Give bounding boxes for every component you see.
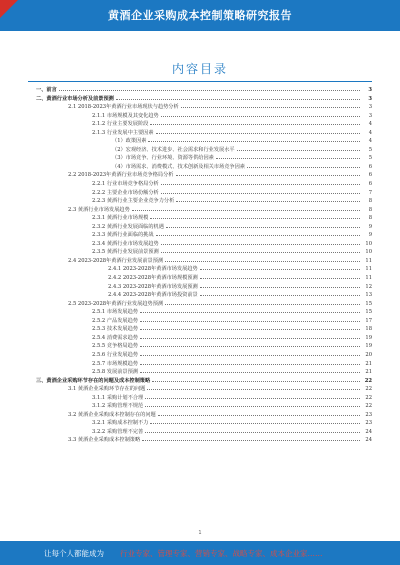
- toc-entry[interactable]: [28, 94, 372, 103]
- toc-divider: [28, 81, 372, 82]
- toc-leader-dots: [152, 376, 360, 382]
- toc-entry-page: 9: [368, 232, 372, 239]
- toc-entry[interactable]: [28, 239, 372, 248]
- toc-leader-dots: [145, 427, 360, 433]
- toc-entry[interactable]: [28, 359, 372, 368]
- toc-entry-page: 12: [365, 283, 372, 290]
- toc-entry-label: 2.1.3 行业发展中主要因素: [92, 129, 154, 136]
- toc-leader-dots: [140, 307, 360, 313]
- toc-leader-dots: [200, 282, 360, 288]
- toc-entry-label: 3.2.2 采购管理不完善: [92, 428, 144, 435]
- toc-entry-label: 2.5.8 发展前景预测: [92, 369, 138, 376]
- toc-entry-page: 21: [365, 360, 372, 367]
- toc-leader-dots: [140, 316, 360, 322]
- toc-entry[interactable]: [28, 179, 372, 188]
- toc-entry-label: 2.1.2 行业主要发展阶段: [92, 121, 149, 128]
- toc-entry-page: 21: [365, 369, 372, 376]
- toc-entry-page: 5: [368, 146, 372, 153]
- toc-leader-dots: [150, 213, 360, 219]
- toc-leader-dots: [176, 196, 360, 202]
- toc-entry[interactable]: [28, 153, 372, 162]
- toc-leader-dots: [116, 94, 360, 100]
- toc-entry[interactable]: [28, 85, 372, 94]
- toc-entry-page: 3: [368, 104, 372, 111]
- toc-entry-label: 2.5.3 技术发展趋势: [92, 326, 138, 333]
- toc-leader-dots: [142, 435, 360, 441]
- toc-entry-label: 2.5.2 产品发展趋势: [92, 317, 138, 324]
- toc-entry-label: 2.5.7 市场规模趋势: [92, 360, 138, 367]
- toc-entry[interactable]: [28, 145, 372, 154]
- toc-leader-dots: [181, 102, 360, 108]
- toc-entry[interactable]: [28, 247, 372, 256]
- toc-leader-dots: [165, 256, 360, 262]
- toc-entry-page: 20: [365, 351, 372, 358]
- toc-leader-dots: [156, 128, 360, 134]
- toc-leader-dots: [165, 299, 360, 305]
- toc-entry-label: 3.3 黄酒企业采购成本控制策略: [68, 437, 141, 444]
- toc-entry-page: 23: [365, 420, 372, 427]
- toc-entry-label: 3.2.1 采购成本控制不力: [92, 420, 149, 427]
- toc-entry[interactable]: [28, 128, 372, 137]
- toc-entry-page: 10: [365, 240, 372, 247]
- toc-entry-page: 22: [365, 386, 372, 393]
- toc-entry-label: 二、黄酒行业市场分析及前景预测: [36, 95, 114, 102]
- toc-entry[interactable]: [28, 290, 372, 299]
- toc-entry-page: 7: [368, 189, 372, 196]
- toc-entry-page: 22: [365, 403, 372, 410]
- toc-entry[interactable]: [28, 393, 372, 402]
- toc-entry-page: 6: [368, 181, 372, 188]
- toc-entry[interactable]: [28, 401, 372, 410]
- toc-entry-page: 9: [368, 223, 372, 230]
- toc-entry-label: 2.2.2 主要企业市场份额分析: [92, 189, 159, 196]
- toc-entry[interactable]: [28, 136, 372, 145]
- toc-entry-label: 3.1.2 采购管理不规范: [92, 403, 144, 410]
- toc-entry-page: 8: [368, 198, 372, 205]
- toc-leader-dots: [200, 290, 360, 296]
- toc-entry-page: 11: [365, 266, 372, 273]
- toc-entry[interactable]: [28, 418, 372, 427]
- toc-entry-page: 6: [368, 163, 372, 170]
- toc-leader-dots: [161, 188, 360, 194]
- toc-entry-label: 2.3.5 黄酒行业发展前景预测: [92, 249, 159, 256]
- toc-leader-dots: [150, 418, 360, 424]
- toc-entry[interactable]: [28, 222, 372, 231]
- toc-entry-page: 22: [364, 377, 372, 384]
- toc-entry-label: 3.1 黄酒企业采购环节存在的问题: [68, 386, 146, 393]
- toc-entry-label: 2.2.3 黄酒行业主要企业竞争力分析: [92, 198, 175, 205]
- toc-entry-label: 2.3 黄酒行业市场发展趋势: [68, 206, 130, 213]
- toc-entry-label: 一、前言: [36, 87, 57, 93]
- toc-entry[interactable]: [28, 205, 372, 214]
- footer-slogan: 让每个人都能成为: [44, 549, 104, 558]
- toc-leader-dots: [176, 170, 361, 176]
- toc-entry-label: 2.3.3 黄酒行业面临的挑战: [92, 232, 154, 239]
- toc-entry[interactable]: [28, 196, 372, 205]
- toc-entry-page: 19: [365, 334, 372, 341]
- toc-entry[interactable]: [28, 341, 372, 350]
- table-of-contents: [28, 85, 372, 444]
- toc-entry-page: 19: [365, 343, 372, 350]
- toc-entry-label: 2.5 2023-2028年黄酒行业发展趋势预测: [68, 300, 164, 307]
- toc-entry-page: 6: [368, 172, 372, 179]
- toc-entry-label: （1）政策因素: [112, 138, 147, 145]
- toc-entry[interactable]: [28, 213, 372, 222]
- toc-leader-dots: [148, 136, 360, 142]
- toc-entry-label: （2）宏观经济、技术进步、社会需求和行业发展水平: [112, 146, 235, 153]
- toc-entry[interactable]: [28, 384, 372, 393]
- toc-leader-dots: [161, 239, 360, 245]
- toc-leader-dots: [140, 324, 360, 330]
- toc-leader-dots: [147, 384, 360, 390]
- toc-entry-label: 2.4 2023-2028年黄酒行业发展前景预测: [68, 257, 164, 264]
- toc-entry-label: 2.1.1 市场规模及其变化趋势: [92, 112, 159, 119]
- toc-entry-label: 2.4.4 2023-2028年黄酒市场投资前景: [108, 292, 198, 299]
- toc-entry-page: 22: [365, 394, 372, 401]
- toc-entry-label: 2.4.1 2023-2028年黄酒市场发展趋势: [108, 266, 198, 273]
- toc-leader-dots: [158, 410, 360, 416]
- toc-leader-dots: [161, 179, 360, 185]
- toc-entry[interactable]: [28, 119, 372, 128]
- footer-banner: [0, 541, 400, 565]
- toc-entry[interactable]: [28, 188, 372, 197]
- toc-entry-page: 15: [365, 309, 372, 316]
- toc-leader-dots: [247, 162, 360, 168]
- toc-entry[interactable]: [28, 256, 372, 265]
- toc-leader-dots: [140, 333, 360, 339]
- toc-entry-page: 11: [365, 275, 372, 282]
- toc-entry[interactable]: [28, 307, 372, 316]
- toc-leader-dots: [145, 393, 360, 399]
- toc-entry-page: 3: [368, 87, 372, 93]
- toc-entry-page: 23: [365, 411, 372, 418]
- toc-leader-dots: [216, 153, 360, 159]
- toc-heading: 内容目录: [171, 62, 228, 76]
- toc-entry-label: 2.5.1 市场发展趋势: [92, 309, 138, 316]
- toc-entry-page: 15: [365, 300, 372, 307]
- toc-entry-page: 13: [365, 292, 372, 299]
- toc-entry-page: 8: [368, 206, 372, 213]
- toc-entry-page: 4: [368, 129, 372, 136]
- toc-entry-page: 17: [365, 317, 372, 324]
- toc-leader-dots: [140, 341, 360, 347]
- toc-entry[interactable]: [28, 333, 372, 342]
- toc-entry-page: 24: [365, 437, 372, 444]
- toc-entry-label: （4）市场需求、消费模式、技术创新及相关市场竞争因素: [112, 163, 245, 170]
- toc-entry[interactable]: [28, 376, 372, 385]
- toc-entry[interactable]: [28, 299, 372, 308]
- toc-entry-page: 3: [368, 112, 372, 119]
- toc-leader-dots: [150, 119, 360, 125]
- toc-entry-label: 2.3.4 黄酒行业市场发展趋势: [92, 240, 159, 247]
- toc-leader-dots: [166, 222, 360, 228]
- toc-entry[interactable]: [28, 427, 372, 436]
- toc-entry-page: 8: [368, 215, 372, 222]
- toc-entry-page: 24: [365, 428, 372, 435]
- toc-leader-dots: [200, 264, 360, 270]
- toc-entry-label: 2.4.2 2023-2028年黄酒市场规模预测: [108, 275, 198, 282]
- toc-entry-label: 2.5.5 竞争格局趋势: [92, 343, 138, 350]
- toc-entry-page: 18: [365, 326, 372, 333]
- toc-entry-page: 4: [368, 138, 372, 145]
- toc-entry[interactable]: [28, 230, 372, 239]
- toc-entry[interactable]: [28, 367, 372, 376]
- toc-leader-dots: [140, 359, 360, 365]
- toc-leader-dots: [140, 367, 360, 373]
- toc-leader-dots: [59, 85, 360, 91]
- toc-leader-dots: [156, 230, 360, 236]
- toc-entry[interactable]: [28, 264, 372, 273]
- toc-entry[interactable]: [28, 273, 372, 282]
- toc-entry[interactable]: [28, 350, 372, 359]
- toc-entry-label: 3.1.1 采购计划不合理: [92, 394, 144, 401]
- toc-entry-label: 2.2 2018-2023年黄酒行业市场竞争格局分析: [68, 172, 174, 179]
- toc-entry[interactable]: [28, 111, 372, 120]
- toc-leader-dots: [161, 247, 360, 253]
- toc-entry[interactable]: [28, 162, 372, 171]
- toc-leader-dots: [140, 350, 360, 356]
- page-number: 1: [198, 530, 202, 536]
- toc-entry-label: 2.5.6 行业发展趋势: [92, 351, 138, 358]
- toc-entry-label: 2.1 2018-2023年黄酒行业市场现状与趋势分析: [68, 104, 179, 111]
- toc-entry-label: 2.2.1 行业市场竞争格局分析: [92, 181, 159, 188]
- toc-leader-dots: [200, 273, 360, 279]
- toc-leader-dots: [161, 111, 360, 117]
- toc-entry-page: 11: [365, 257, 372, 264]
- toc-leader-dots: [132, 205, 360, 211]
- toc-entry-page: 10: [365, 249, 372, 256]
- toc-entry[interactable]: [28, 410, 372, 419]
- toc-entry-label: （3）市场竞争、行业环境、资源等供给因素: [112, 155, 214, 162]
- toc-entry[interactable]: [28, 170, 372, 179]
- toc-entry-label: 2.3.1 黄酒行业市场规模: [92, 215, 149, 222]
- toc-entry[interactable]: [28, 324, 372, 333]
- toc-leader-dots: [237, 145, 360, 151]
- toc-entry-label: 2.3.2 黄酒行业发展面临的机遇: [92, 223, 164, 230]
- toc-entry-label: 三、黄酒企业采购环节存在的问题及成本控制策略: [36, 377, 151, 384]
- toc-entry-page: 5: [368, 155, 372, 162]
- toc-entry[interactable]: [28, 102, 372, 111]
- toc-entry-page: 4: [368, 121, 372, 128]
- toc-entry-label: 2.4.3 2023-2028年黄酒市场发展预测: [108, 283, 198, 290]
- toc-entry-label: 3.2 黄酒企业采购成本控制存在的问题: [68, 411, 156, 418]
- header-banner: [0, 0, 400, 31]
- document-title: 黄酒企业采购成本控制策略研究报告: [108, 9, 292, 22]
- toc-entry-page: 3: [368, 95, 372, 102]
- toc-entry-label: 2.5.4 消费需求趋势: [92, 334, 138, 341]
- footer-tags: 行业专家、管理专家、营销专家、战略专家、成本企业家……: [120, 549, 323, 558]
- toc-entry[interactable]: [28, 435, 372, 444]
- toc-entry[interactable]: [28, 282, 372, 291]
- toc-leader-dots: [145, 401, 360, 407]
- toc-entry[interactable]: [28, 316, 372, 325]
